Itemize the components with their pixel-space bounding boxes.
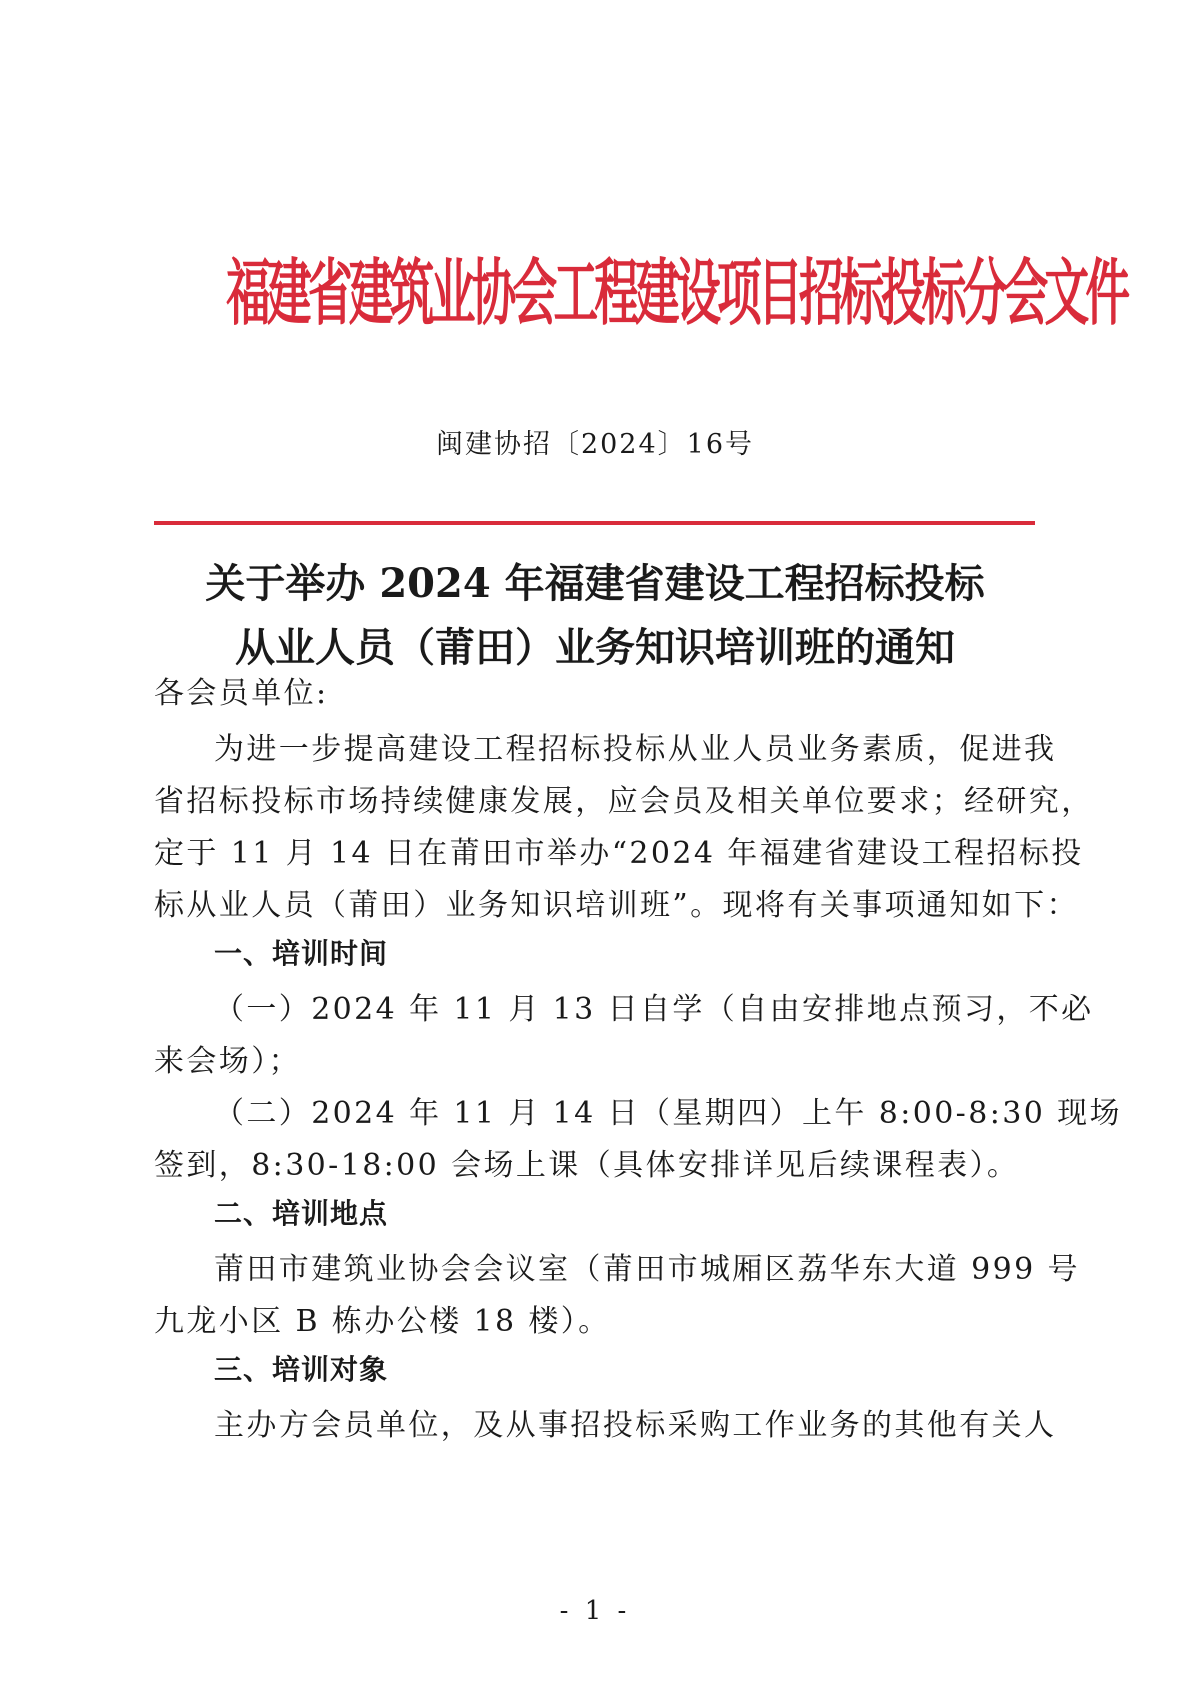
intro-line: 标从业人员（莆田）业务知识培训班”。现将有关事项通知如下：	[154, 888, 1079, 923]
section-line: 签到，8:30-18:00 会场上课（具体安排详见后续课程表）。	[154, 1148, 1020, 1183]
section-line: 主办方会员单位，及从事招投标采购工作业务的其他有关人	[214, 1408, 1057, 1443]
page-number: - 1 -	[559, 1596, 631, 1626]
notice-title-line-1: 关于举办 2024 年福建省建设工程招标投标	[205, 560, 985, 607]
section-line: （二）2024 年 11 月 14 日（星期四）上午 8:00-8:30 现场	[214, 1096, 1122, 1131]
section-line: 来会场）；	[154, 1044, 301, 1079]
intro-line: 为进一步提高建设工程招标投标从业人员业务素质，促进我	[214, 732, 1057, 767]
salutation: 各会员单位:	[154, 676, 329, 711]
section-line: 莆田市建筑业协会会议室（莆田市城厢区荔华东大道 999 号	[214, 1252, 1080, 1287]
document-number: 闽建协招〔2024〕16号	[435, 429, 755, 460]
notice-title	[100, 552, 1090, 680]
section-line: 九龙小区 B 栋办公楼 18 楼）。	[154, 1304, 611, 1339]
intro-line: 定于 11 月 14 日在莆田市举办“2024 年福建省建设工程招标投	[154, 836, 1084, 871]
section-line: （一）2024 年 11 月 13 日自学（自由安排地点预习，不必	[214, 992, 1094, 1027]
notice-title-line-2: 从业人员（莆田）业务知识培训班的通知	[235, 624, 955, 671]
section-heading-location: 二、培训地点	[214, 1197, 389, 1230]
org-header-title: 福建省建筑业协会工程建设项目招标投标分会文件	[226, 251, 1127, 335]
section-heading-audience: 三、培训对象	[214, 1353, 389, 1386]
intro-line: 省招标投标市场持续健康发展，应会员及相关单位要求；经研究，	[154, 784, 1094, 819]
red-divider	[154, 521, 1035, 525]
section-heading-time: 一、培训时间	[214, 937, 389, 970]
